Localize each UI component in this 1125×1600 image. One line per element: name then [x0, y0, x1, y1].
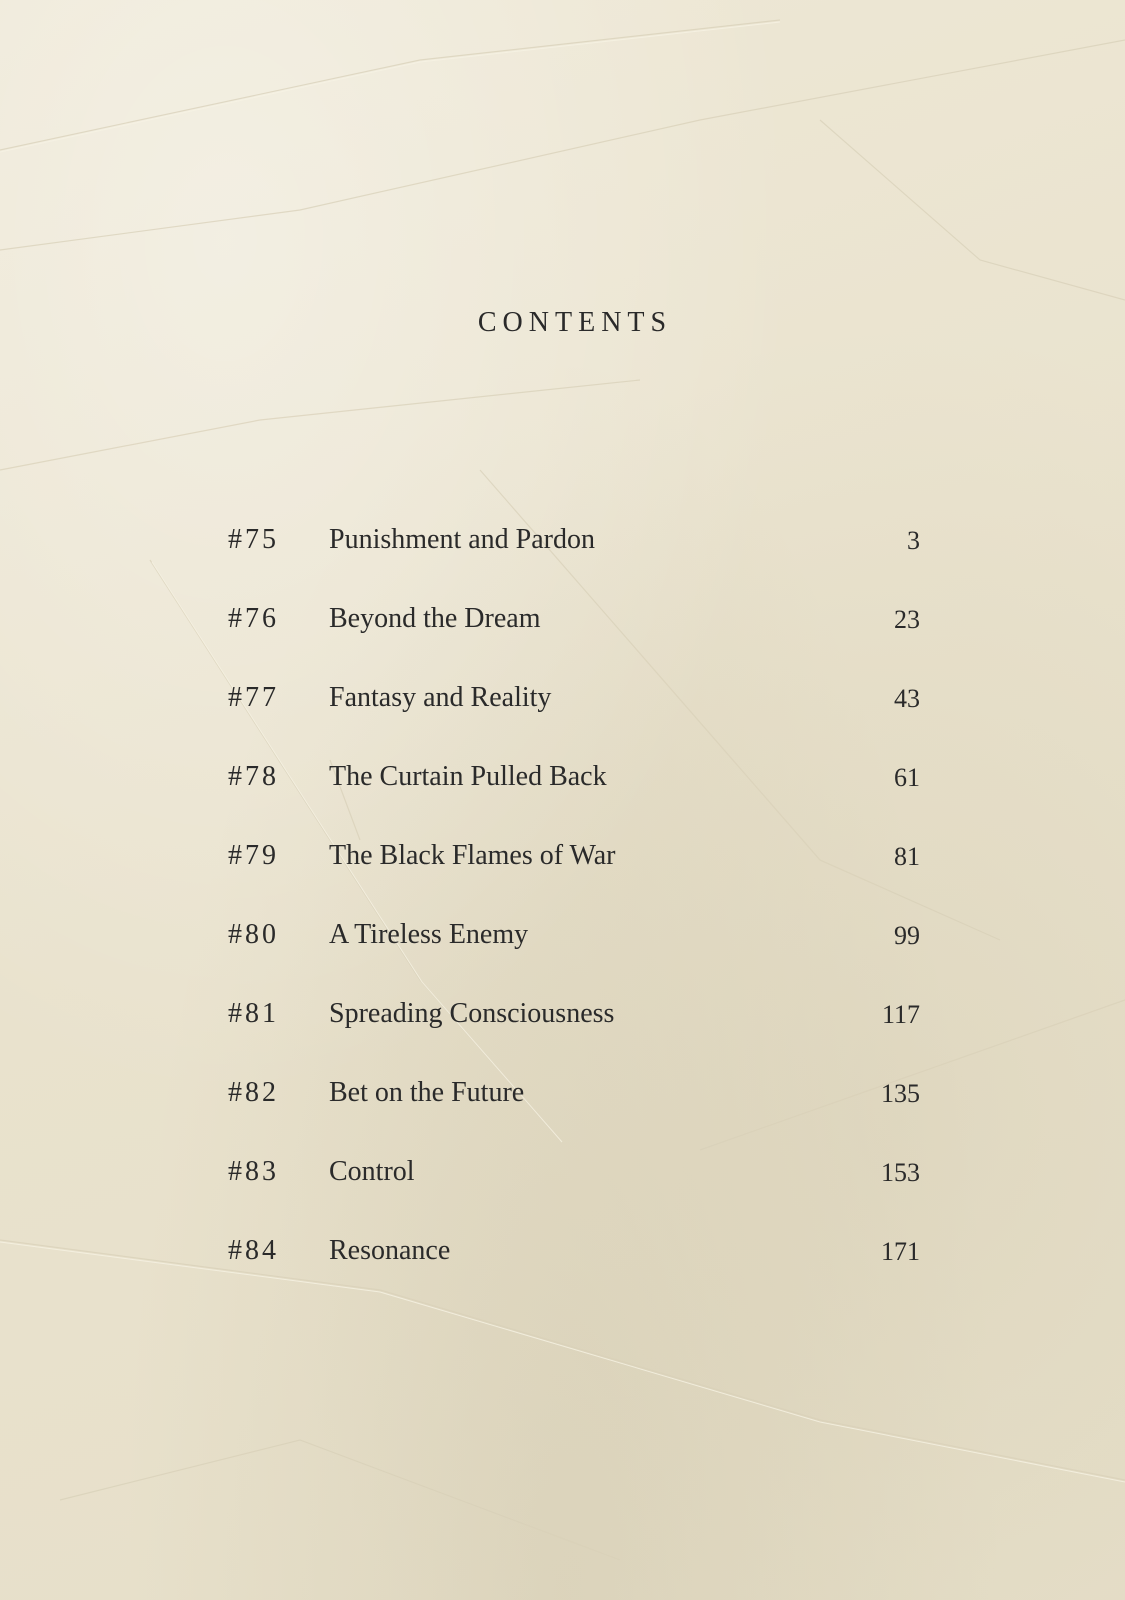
toc-entry — [228, 1053, 920, 1132]
toc-entry — [228, 974, 920, 1053]
page-number: 153 — [881, 1158, 920, 1187]
toc-entry — [228, 658, 920, 737]
table-of-contents — [228, 500, 920, 1290]
chapter-title: The Black Flames of War — [329, 840, 616, 871]
chapter-title: Punishment and Pardon — [329, 524, 595, 555]
page-number: 171 — [881, 1237, 920, 1266]
toc-entry — [228, 737, 920, 816]
page-number: 81 — [894, 842, 920, 871]
chapter-title: Spreading Consciousness — [329, 998, 615, 1029]
page-number: 135 — [881, 1079, 920, 1108]
toc-entry — [228, 1211, 920, 1290]
toc-entry — [228, 816, 920, 895]
chapter-number: #75 — [228, 524, 279, 555]
page-number: 117 — [881, 1000, 920, 1029]
chapter-number: #77 — [228, 682, 279, 713]
chapter-title: Fantasy and Reality — [329, 682, 552, 713]
chapter-number: #78 — [228, 761, 279, 792]
chapter-title: A Tireless Enemy — [329, 919, 529, 950]
chapter-title: Resonance — [329, 1235, 451, 1266]
toc-entry — [228, 500, 920, 579]
page-number: 3 — [907, 526, 920, 555]
chapter-title: The Curtain Pulled Back — [329, 761, 607, 792]
page-number: 43 — [894, 684, 920, 713]
page-number: 61 — [894, 763, 920, 792]
page-title: CONTENTS — [477, 307, 673, 338]
chapter-title: Bet on the Future — [329, 1077, 525, 1108]
chapter-number: #84 — [228, 1235, 279, 1266]
chapter-number: #76 — [228, 603, 279, 634]
chapter-title: Beyond the Dream — [329, 603, 541, 634]
chapter-number: #81 — [228, 998, 279, 1029]
toc-entry — [228, 579, 920, 658]
chapter-number: #82 — [228, 1077, 279, 1108]
page-number: 99 — [894, 921, 920, 950]
page-number: 23 — [894, 605, 920, 634]
chapter-title: Control — [329, 1156, 415, 1187]
chapter-number: #79 — [228, 840, 279, 871]
toc-entry — [228, 1132, 920, 1211]
chapter-number: #83 — [228, 1156, 279, 1187]
toc-entry — [228, 895, 920, 974]
chapter-number: #80 — [228, 919, 279, 950]
